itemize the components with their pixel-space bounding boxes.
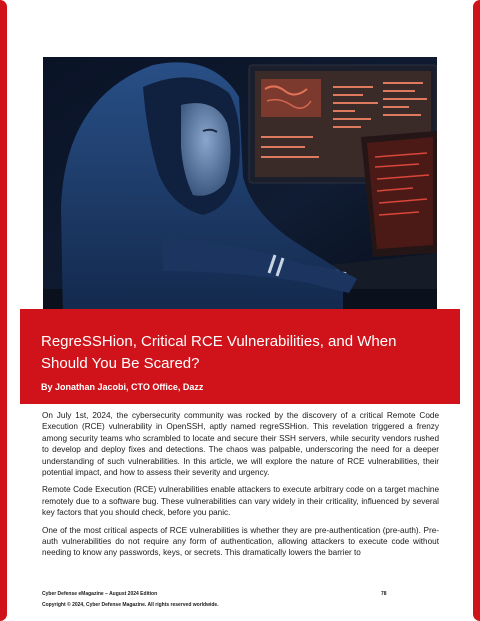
body-paragraph: On July 1st, 2024, the cybersecurity community was rocked by the discovery of a critical Remote Code Execution (RCE) vulnerability in OpenSSH, aptly named regreSSHion. This revelation triggered a frenzy among security teams who scrambled to locate and secure their SSH servers, while security vendors rushed to develop and deploy fixes and detections. The chaos was palpable, underscoring the need for a deeper understanding of such vulnerabilities. In this article, we will explore the nature of RCE vulnerabilities, their potential impact, and how to assess their severity and urgency. bbox=[42, 411, 439, 478]
right-red-edge bbox=[473, 0, 480, 621]
article-body bbox=[42, 410, 439, 565]
article-title: RegreSSHion, Critical RCE Vulnerabilities, and When Should You Be Scared? bbox=[41, 333, 397, 372]
left-red-edge bbox=[0, 0, 7, 621]
hooded-hacker-illustration bbox=[43, 57, 437, 319]
body-paragraph: Remote Code Execution (RCE) vulnerabilities enable attackers to execute arbitrary code on a target machine remotely due to a software bug. These vulnerabilities can vary widely in their criticality, influenced by several key factors that you should check, before you panic. bbox=[42, 485, 439, 518]
title-band bbox=[20, 309, 460, 404]
article-byline: By Jonathan Jacobi, CTO Office, Dazz bbox=[41, 382, 204, 392]
body-paragraph: One of the most critical aspects of RCE vulnerabilities is whether they are pre-authentication (pre-auth). Pre-auth vulnerabilities do not require any form of authentication, allowing attackers to execute code without needing to know any passwords, keys, or secrets. This dramatically lowers the barrier to bbox=[42, 525, 439, 558]
hero-image bbox=[43, 57, 437, 319]
footer-copyright: Copyright © 2024, Cyber Defense Magazine. All rights reserved worldwide. bbox=[42, 602, 219, 608]
page-number: 78 bbox=[381, 591, 387, 597]
footer-edition: Cyber Defense eMagazine – August 2024 Edition bbox=[42, 591, 158, 597]
